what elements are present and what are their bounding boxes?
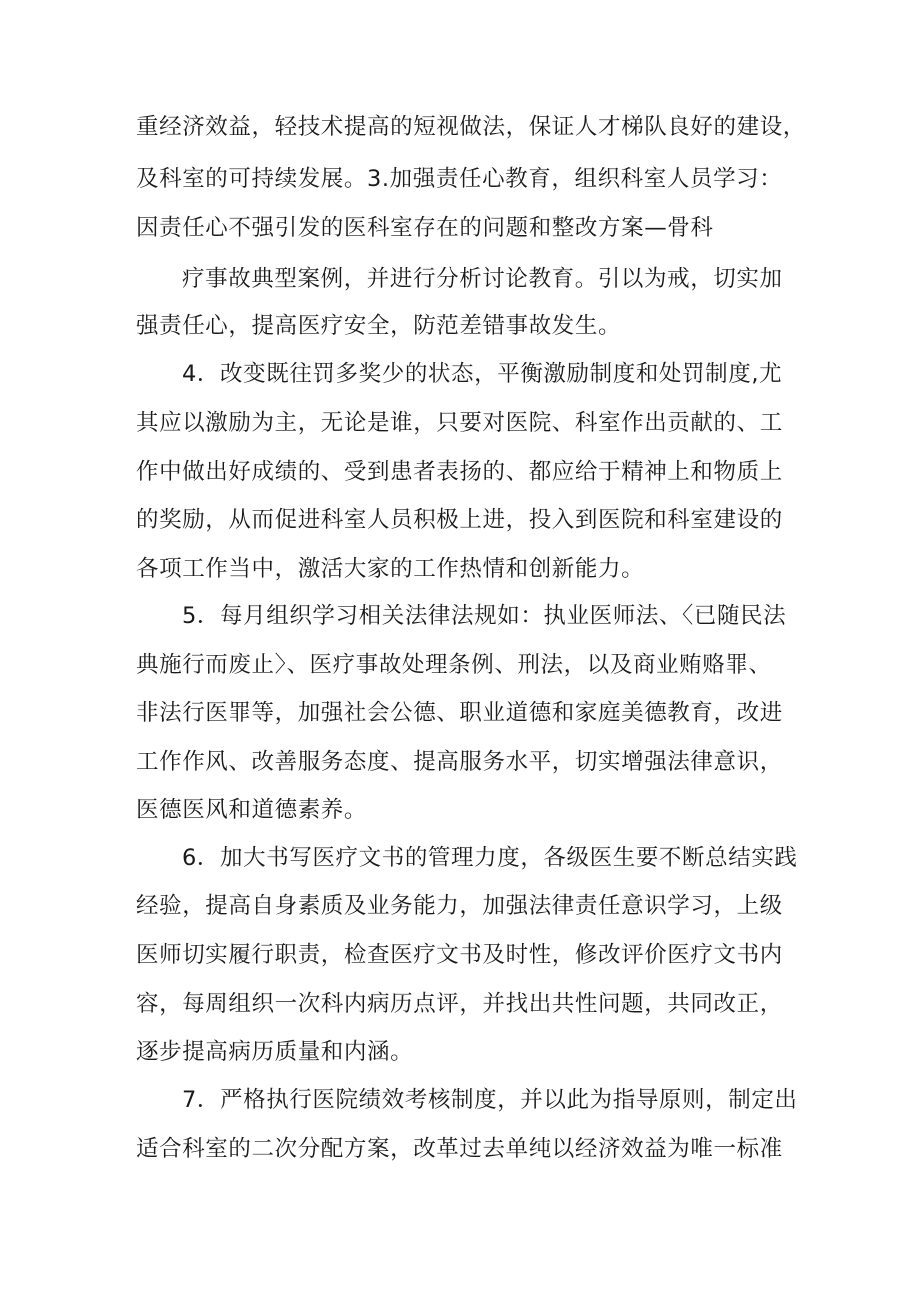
text-line: 强责任心，提高医疗安全，防范差错事故发生。 [136, 313, 622, 339]
text-line: 医德医风和道德素养。 [136, 797, 368, 823]
text-line: 适合科室的二次分配方案，改革过去单纯以经济效益为唯一标准 [136, 1136, 783, 1162]
text-line: 6．加大书写医疗文书的管理力度，各级医生要不断总结实践 [182, 845, 798, 871]
text-line: 逐步提高病历质量和内涵。 [136, 1039, 414, 1065]
text-line: 5．每月组织学习相关法律法规如：执业医师法、〈已随民法 [182, 603, 787, 629]
text-line: 重经济效益，轻技术提高的短视做法，保证人才梯队良好的建设， [136, 114, 806, 140]
text-line: 容，每周组织一次科内病历点评，并找出共性问题，共同改正， [136, 991, 783, 1017]
text-line: 其应以激励为主，无论是谁，只要对医院、科室作出贡献的、工 [136, 410, 783, 436]
text-line: 非法行医罪等，加强社会公德、职业道德和家庭美德教育，改进 [136, 700, 783, 726]
text-line: 各项工作当中，激活大家的工作热情和创新能力。 [136, 556, 645, 582]
text-line: 7．严格执行医院绩效考核制度，并以此为指导原则，制定出 [182, 1087, 798, 1113]
text-line: 4．改变既往罚多奖少的状态，平衡激励制度和处罚制度,尤 [182, 361, 783, 387]
text-line: 因责任心不强引发的医科室存在的问题和整改方案—骨科 [136, 215, 714, 241]
text-line: 工作作风、改善服务态度、提高服务水平，切实增强法律意识， [136, 749, 783, 775]
text-line: 典施行而废止〉、医疗事故处理条例、刑法，以及商业贿赂罪、 [136, 652, 772, 678]
text-line: 的奖励，从而促进科室人员积极上进，投入到医院和科室建设的 [136, 507, 783, 533]
text-line: 经验，提高自身素质及业务能力，加强法律责任意识学习，上级 [136, 893, 783, 919]
text-line: 医师切实履行职责，检查医疗文书及时性，修改评价医疗文书内 [136, 942, 783, 968]
text-line: 疗事故典型案例，并进行分析讨论教育。引以为戒，切实加 [182, 266, 783, 292]
text-line: 作中做出好成绩的、受到患者表扬的、都应给于精神上和物质上 [136, 459, 783, 485]
text-line: 及科室的可持续发展。3.加强责任心教育，组织科室人员学习： [136, 166, 783, 192]
